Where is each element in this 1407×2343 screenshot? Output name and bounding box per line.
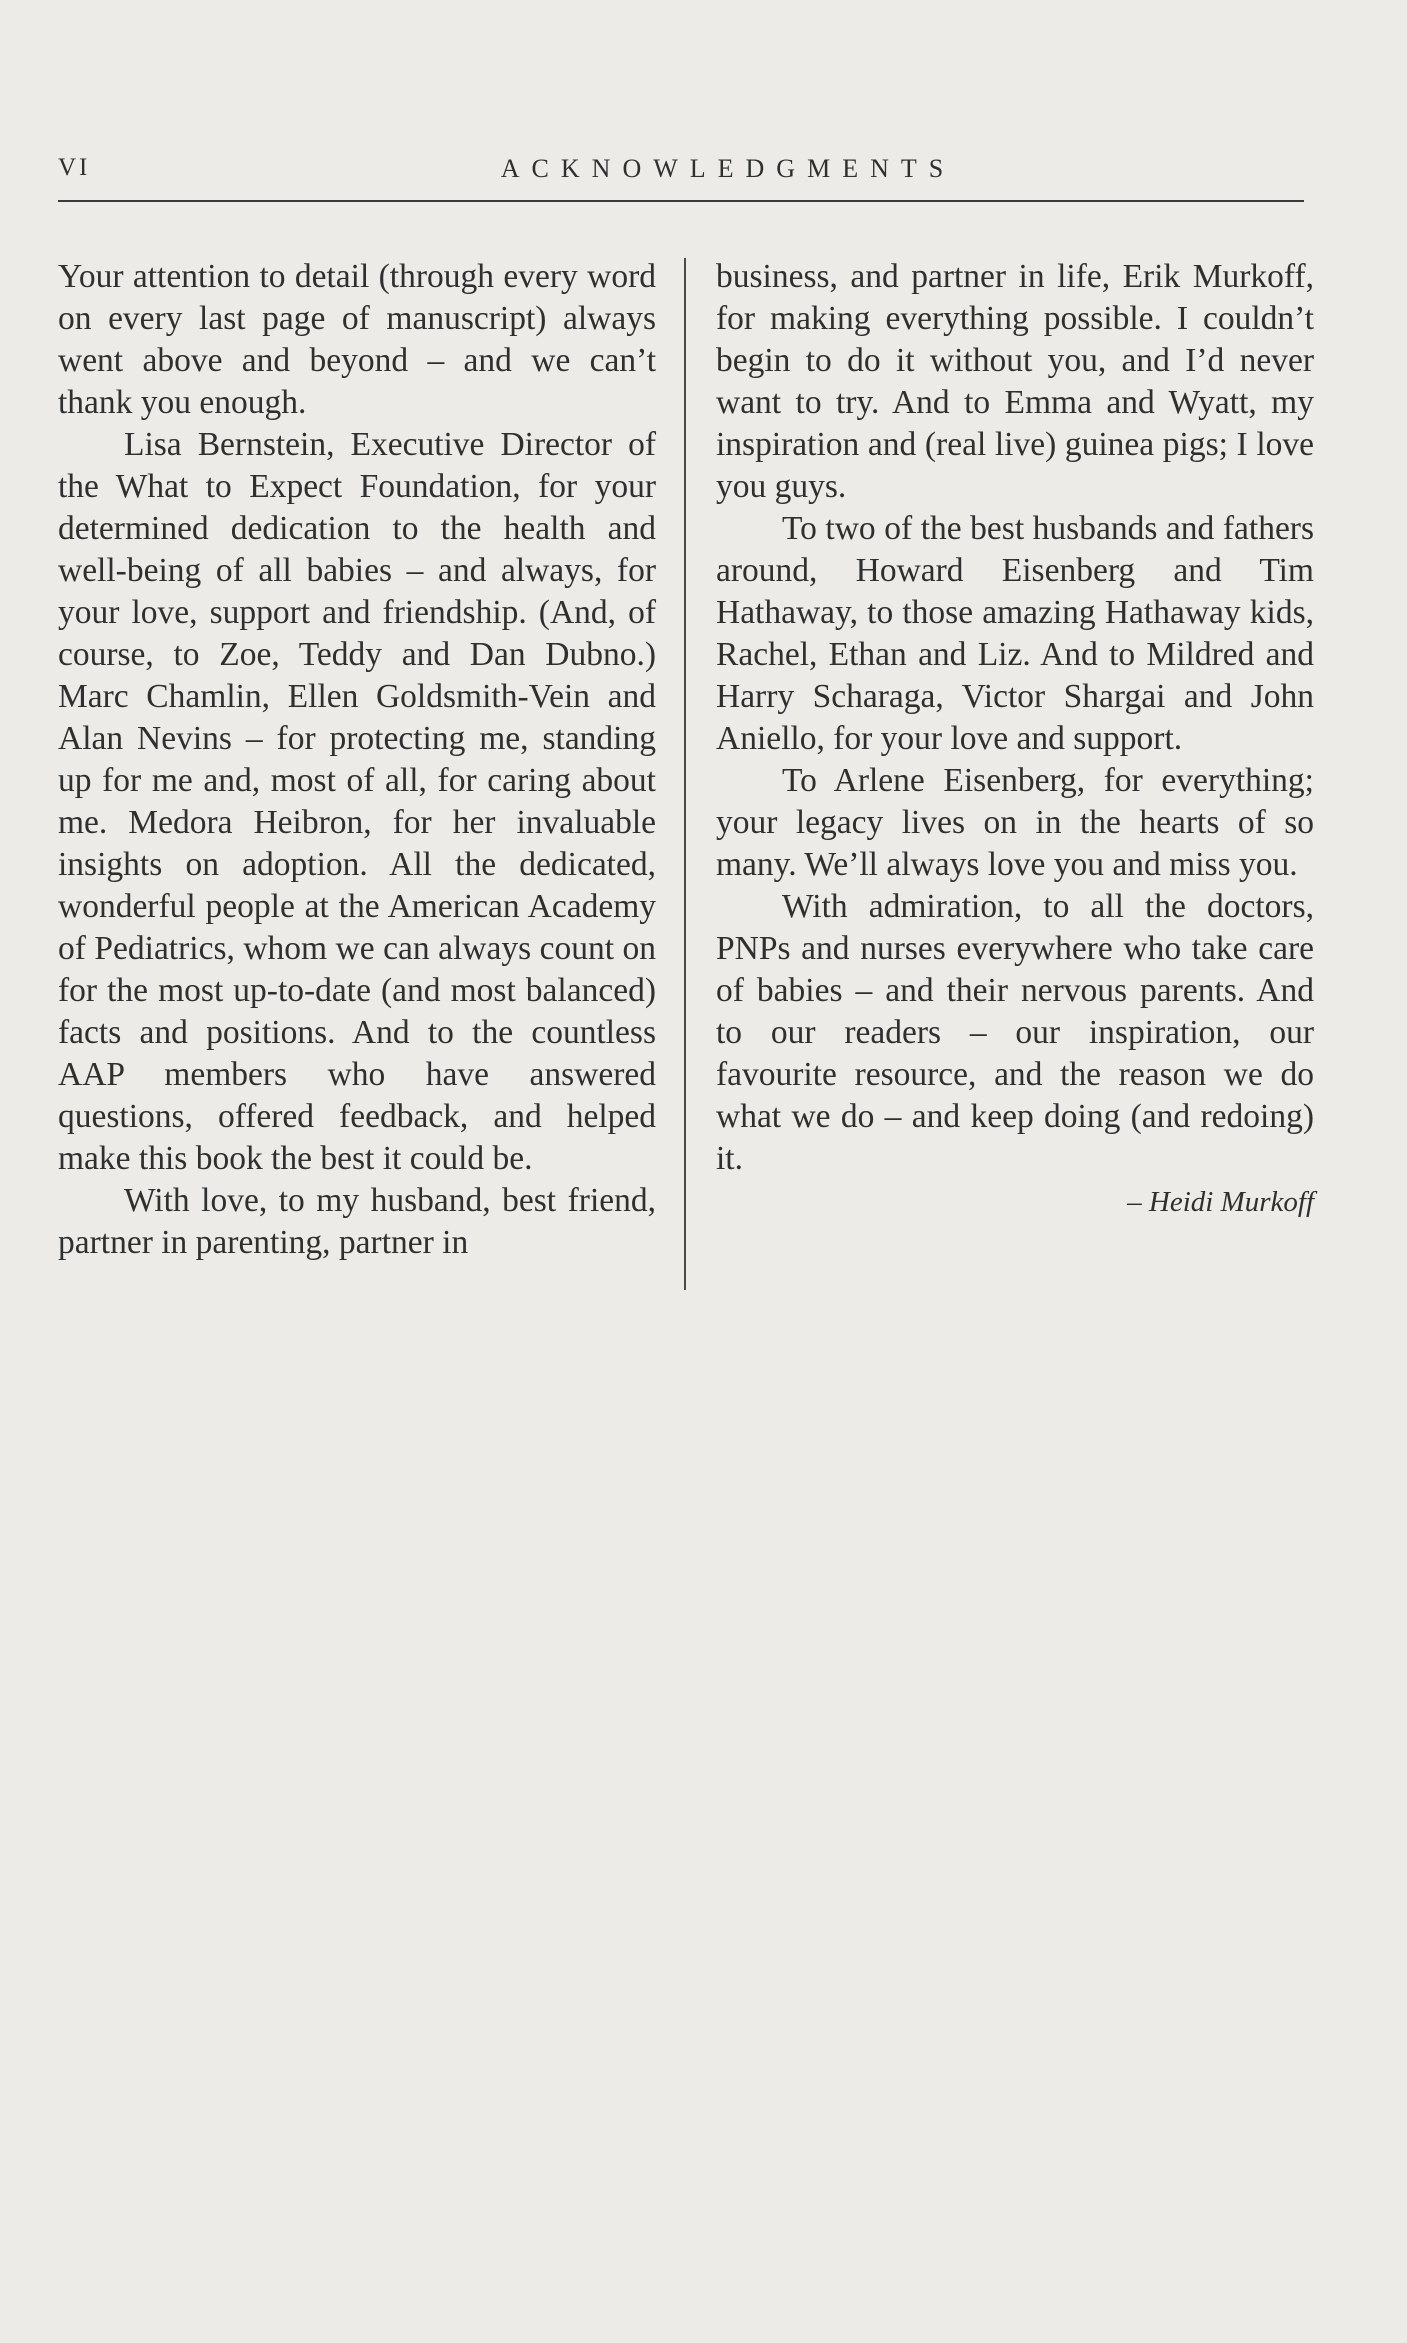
paragraph: With love, to my husband, best friend, partner in parenting, partner in (58, 1182, 656, 1261)
paragraph: To two of the best husbands and fathers around, Howard Eisenberg and Tim Hathaway, to those amazing Hathaway kids, Rachel, Ethan and Liz. And to Mildred and Harry Scharaga, Victor Shargai and John Aniello, for your love and support. (716, 510, 1314, 757)
page-header (58, 154, 1304, 202)
paragraph: Your attention to detail (through every word on every last page of manuscript) always went above and beyond – and we can’t thank you enough. (58, 258, 656, 421)
left-column (58, 256, 656, 1264)
paragraph: Lisa Bernstein, Executive Director of the What to Expect Foundation, for your determined dedication to the health and well-being of all babies – and always, for your love, support and friendship. (And, of course, to Zoe, Teddy and Dan Dubno.) Marc Chamlin, Ellen Goldsmith-Vein and Alan Nevins – for protecting me, standing up for me and, most of all, for caring about me. Medora Heibron, for her invaluable insights on adoption. All the dedicated, wonderful people at the American Academy of Pediatrics, whom we can always count on for the most up-to-date (and most balanced) facts and positions. And to the countless AAP members who have answered questions, offered feedback, and helped make this book the best it could be. (58, 426, 656, 1177)
page-number: VI (58, 154, 91, 181)
right-column (716, 256, 1314, 1222)
signature: – Heidi Murkoff (1127, 1186, 1314, 1218)
paragraph: With admiration, to all the doctors, PNPs and nurses everywhere who take care of babies – and their nervous parents. And to our readers – our inspiration, our favourite resource, and the reason we do what we do – and keep doing (and redoing) it. (716, 888, 1314, 1177)
paragraph: To Arlene Eisenberg, for everything; your legacy lives on in the hearts of so many. We’ll always love you and miss you. (716, 762, 1314, 883)
running-head: ACKNOWLEDGMENTS (500, 154, 956, 183)
paragraph: business, and partner in life, Erik Murkoff, for making everything possible. I couldn’t begin to do it without you, and I’d never want to try. And to Emma and Wyatt, my inspiration and (real live) guinea pigs; I love you guys. (716, 258, 1314, 505)
column-divider (684, 258, 686, 1290)
